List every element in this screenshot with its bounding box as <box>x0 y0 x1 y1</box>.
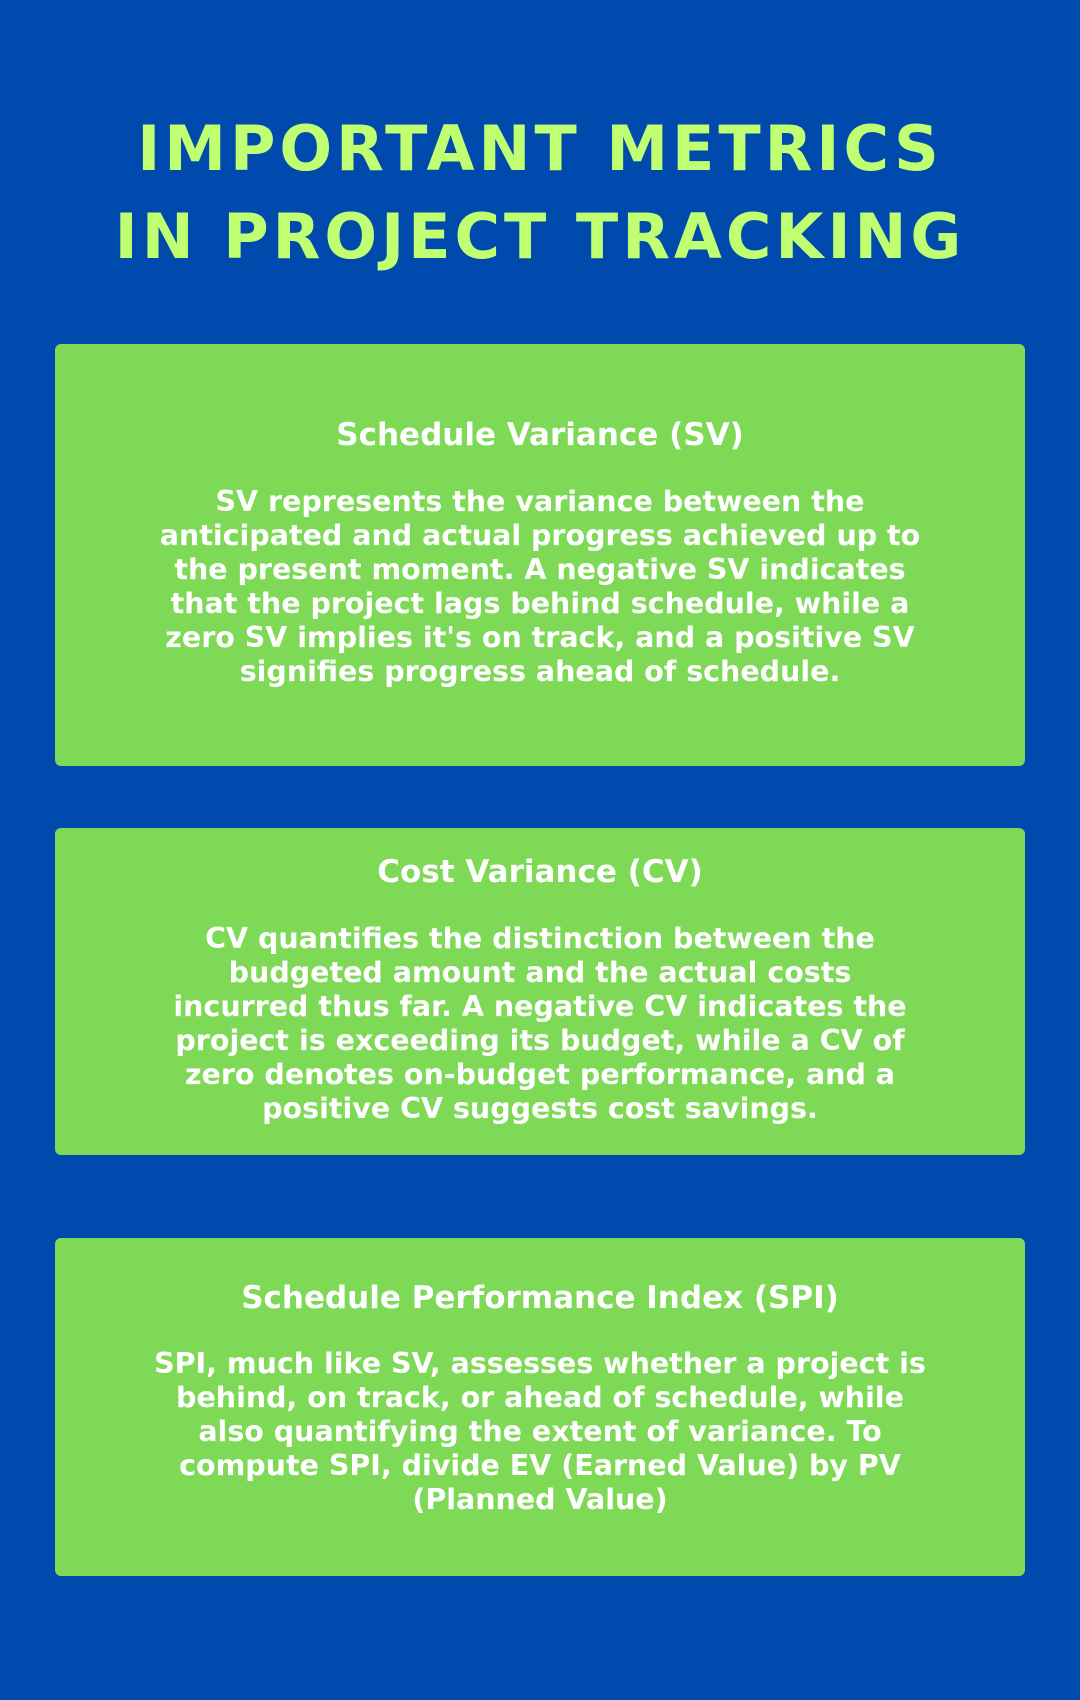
card-body <box>95 922 985 1126</box>
card-body-line: positive CV suggests cost savings. <box>262 1092 818 1125</box>
card-heading: Schedule Performance Index (SPI) <box>241 1280 839 1316</box>
card-body-line: budgeted amount and the actual costs <box>228 956 852 989</box>
card-body-line: that the project lags behind schedule, while a <box>170 587 910 620</box>
card-body-line: behind, on track, or ahead of schedule, while <box>176 1381 904 1414</box>
cost-variance-card <box>55 828 1025 1155</box>
card-body-line: (Planned Value) <box>412 1483 668 1516</box>
card-body-line: anticipated and actual progress achieved up to <box>159 519 921 552</box>
title-line-2: IN PROJECT TRACKING <box>114 200 966 273</box>
card-body-line: SPI, much like SV, assesses whether a project is <box>154 1347 926 1380</box>
page-title <box>0 105 1080 281</box>
card-body-line: compute SPI, divide EV (Earned Value) by PV <box>179 1449 901 1482</box>
card-body-line: zero SV implies it's on track, and a positive SV <box>165 621 915 654</box>
card-body-line: incurred thus far. A negative CV indicates the <box>173 990 907 1023</box>
schedule-variance-card <box>55 344 1025 766</box>
schedule-performance-index-card <box>55 1238 1025 1576</box>
card-body-line: the present moment. A negative SV indicates <box>174 553 906 586</box>
card-heading: Schedule Variance (SV) <box>336 417 744 453</box>
card-body <box>95 485 985 689</box>
card-body <box>95 1347 985 1517</box>
card-body-line: CV quantifies the distinction between the <box>205 922 875 955</box>
card-body-line: also quantifying the extent of variance. To <box>198 1415 882 1448</box>
card-body-line: signifies progress ahead of schedule. <box>239 655 841 688</box>
card-body-line: zero denotes on-budget performance, and a <box>184 1058 896 1091</box>
title-line-1: IMPORTANT METRICS <box>137 112 943 185</box>
card-body-line: project is exceeding its budget, while a CV of <box>175 1024 905 1057</box>
card-body-line: SV represents the variance between the <box>215 485 865 518</box>
card-heading: Cost Variance (CV) <box>377 854 703 890</box>
